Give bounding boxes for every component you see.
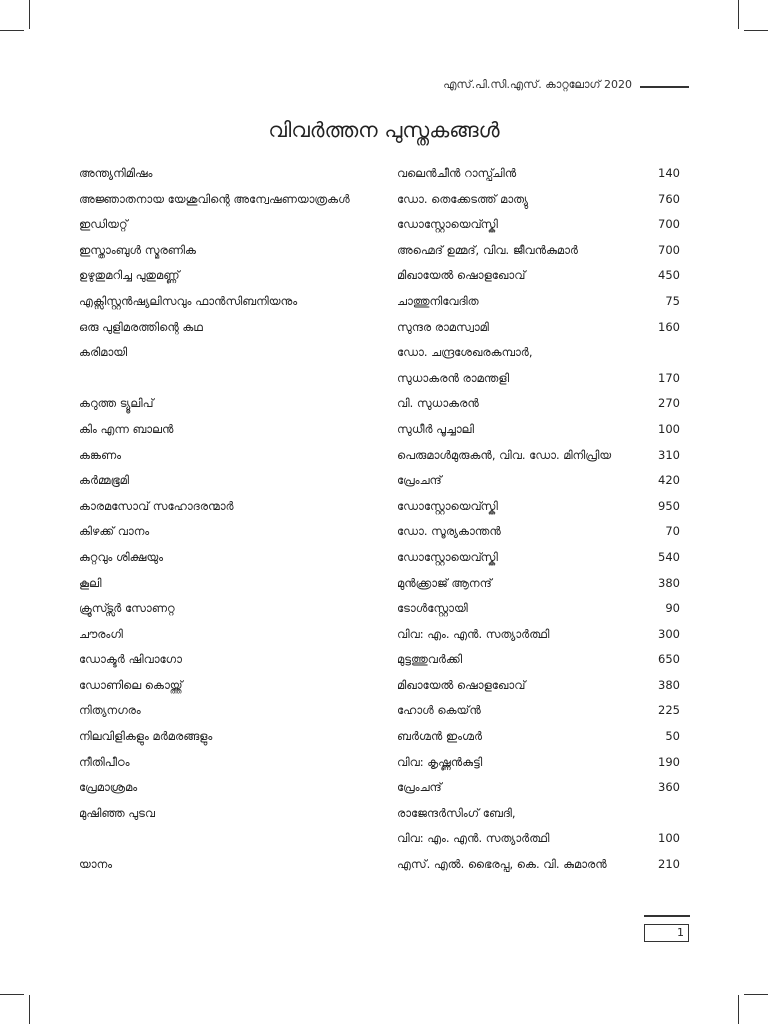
book-author: ഡോസ്റ്റോയെവ്സ്കി — [397, 217, 498, 232]
book-price: 700 — [658, 217, 680, 232]
book-price: 380 — [658, 677, 680, 692]
book-row — [0, 314, 768, 340]
footer-rule — [644, 915, 690, 917]
book-author: ഡോ. സൂര്യകാന്തൻ — [397, 524, 501, 539]
book-row — [0, 518, 768, 544]
book-price: 360 — [658, 780, 680, 795]
book-row — [0, 749, 768, 775]
book-price: 270 — [658, 396, 680, 411]
crop-mark-bottom-right-h — [744, 994, 768, 995]
book-price: 650 — [658, 652, 680, 667]
book-row — [0, 365, 768, 391]
crop-mark-bottom-left-v — [29, 995, 30, 1024]
book-author: മുട്ടത്തുവർക്കി — [397, 652, 463, 667]
book-author: സുധീർ പൂച്ചാലി — [397, 421, 474, 436]
book-title: കർമ്മഭൂമി — [79, 473, 129, 488]
book-row — [0, 493, 768, 519]
book-row — [0, 825, 768, 851]
book-author: പ്രേംചന്ദ് — [397, 473, 442, 488]
book-row — [0, 339, 768, 365]
book-author: പ്രേംചന്ദ് — [397, 780, 442, 795]
book-row — [0, 544, 768, 570]
book-title: കിം എന്ന ബാലൻ — [79, 421, 174, 436]
book-title: മുഷിഞ്ഞ പുടവ — [79, 805, 155, 820]
book-price: 140 — [658, 166, 680, 180]
book-price: 75 — [665, 293, 680, 308]
book-author: വി. സുധാകരൻ — [397, 396, 479, 411]
book-row — [0, 570, 768, 596]
book-author: ഡോ. തെക്കേടത്ത് മാത്യു — [397, 191, 528, 206]
book-author: വിവ: എം. എൻ. സത്യാർത്ഥി — [397, 831, 550, 846]
book-author: മിഖായേൽ ഷൊളഖോവ് — [397, 268, 526, 283]
book-author: മുൻക്ക്രാജ് ആനന്ദ് — [397, 575, 492, 590]
book-title: അജ്ഞാതനായ യേശുവിന്റെ അന്വേഷണയാത്രകൾ — [79, 191, 350, 206]
book-row — [0, 774, 768, 800]
book-row — [0, 211, 768, 237]
book-author: രാജേന്ദർസിംഗ് ബേദി, — [397, 805, 516, 820]
book-title: കങ്കണം — [79, 447, 122, 462]
book-title: നിലവിളികളും മർമരങ്ങളും — [79, 729, 213, 744]
header-rule — [640, 86, 689, 88]
book-title: കരിമായി — [79, 345, 128, 360]
page-number: 1 — [644, 924, 689, 942]
book-row — [0, 697, 768, 723]
book-price: 450 — [658, 268, 680, 283]
book-row — [0, 390, 768, 416]
book-price: 700 — [658, 242, 680, 257]
book-title: പ്രേമാശ്രമം — [79, 780, 138, 795]
book-author: ചാത്തുനിവേദിത — [397, 293, 479, 308]
book-price: 950 — [658, 498, 680, 513]
book-title: ഡോക്ടർ ഷിവാഗോ — [79, 652, 182, 667]
book-price: 210 — [658, 857, 680, 872]
book-price: 100 — [658, 831, 680, 846]
crop-mark-top-left-v — [29, 0, 30, 29]
book-price: 170 — [658, 370, 680, 385]
book-price: 380 — [658, 575, 680, 590]
crop-mark-top-left-h — [0, 30, 24, 31]
crop-mark-top-right-v — [738, 0, 739, 29]
book-price: 190 — [658, 754, 680, 769]
book-row — [0, 800, 768, 826]
book-author: വലെൻചീൻ റാസ്പ്ചിൻ — [397, 166, 517, 180]
book-row — [0, 723, 768, 749]
book-title: ഡോണിലെ കൊയ്ത്ത് — [79, 677, 183, 692]
book-author: വിവ: കൃഷ്ണൻകുട്ടി — [397, 754, 483, 769]
book-author: സുധാകരൻ രാമന്തളി — [397, 370, 510, 385]
book-author: അഹ്മെദ് ഉമ്മദ്, വിവ. ജീവൻകുമാർ — [397, 242, 578, 257]
book-price: 90 — [665, 601, 680, 616]
book-price: 760 — [658, 191, 680, 206]
book-title: ഒരു പുളിമരത്തിന്റെ കഥ — [79, 319, 203, 334]
book-title: ക്രൂസ്ട്സർ സോണറ്റ — [79, 601, 175, 616]
book-price: 160 — [658, 319, 680, 334]
book-author: ഡോസ്റ്റോയെവ്സ്കി — [397, 549, 498, 564]
book-author: ബർഗ്മൻ ഇംഗ്മർ — [397, 729, 482, 744]
book-price: 420 — [658, 473, 680, 488]
book-title: കറുത്ത ട്യൂലിപ് — [79, 396, 154, 411]
book-author: ടോൾസ്റ്റോയി — [397, 601, 468, 616]
book-author: സുന്ദര രാമസ്വാമി — [397, 319, 489, 334]
book-title: കുറ്റവും ശിക്ഷയും — [79, 549, 164, 564]
book-price: 310 — [658, 447, 680, 462]
book-price: 50 — [665, 729, 680, 744]
book-author: പെരുമാൾമുരുകൻ, വിവ. ഡോ. മിനിപ്രിയ — [397, 447, 612, 462]
crop-mark-bottom-right-v — [738, 995, 739, 1024]
book-price: 540 — [658, 549, 680, 564]
book-title: ചൗരംഗി — [79, 626, 123, 641]
book-row — [0, 672, 768, 698]
book-row — [0, 262, 768, 288]
book-row — [0, 237, 768, 263]
book-author: ഹോൾ കെയ്ൻ — [397, 703, 481, 718]
page-title: വിവർത്തന പുസ്തകങ്ങൾ — [268, 118, 500, 142]
book-title: എക്സിസ്റ്റൻഷ്യലിസവും ഫാൻസിബനിയനും — [79, 293, 298, 308]
book-row — [0, 621, 768, 647]
book-row — [0, 646, 768, 672]
book-author: ഡോ. ചന്ദ്രശേഖരകമ്പാർ, — [397, 345, 533, 360]
book-price: 225 — [658, 703, 680, 718]
book-price: 300 — [658, 626, 680, 641]
book-price: 100 — [658, 421, 680, 436]
book-row — [0, 186, 768, 212]
book-title: കൂലി — [79, 575, 102, 590]
book-title: ഇസ്താംബുൾ സ്മരണിക — [79, 242, 196, 257]
book-title: കിഴക്ക് വാനം — [79, 524, 150, 539]
book-title: കാരമസോവ് സഹോദരന്മാർ — [79, 498, 234, 513]
book-title: അന്ത്യനിമിഷം — [79, 166, 153, 180]
book-author: മിഖായേൽ ഷൊളഖോവ് — [397, 677, 526, 692]
running-header: എസ്.പി.സി.എസ്. കാറ്റലോഗ് 2020 — [443, 78, 632, 91]
book-author: എസ്. എൽ. ഭൈരപ്പ, കെ. വി. കുമാരൻ — [397, 857, 607, 872]
book-row — [0, 851, 768, 877]
book-title: യാനം — [79, 857, 113, 872]
book-row — [0, 416, 768, 442]
book-list — [0, 160, 768, 877]
book-row — [0, 160, 768, 186]
book-author: ഡോസ്റ്റോയെവ്സ്കി — [397, 498, 498, 513]
book-price: 70 — [665, 524, 680, 539]
book-row — [0, 595, 768, 621]
book-row — [0, 288, 768, 314]
book-title: ഇഡിയറ്റ് — [79, 217, 128, 232]
crop-mark-bottom-left-h — [0, 994, 24, 995]
book-row — [0, 467, 768, 493]
book-title: നിത്യനഗരം — [79, 703, 141, 718]
book-title: ഉഴുതുമറിച്ച പുതുമണ്ണ് — [79, 268, 180, 283]
book-title: നീതിപീഠം — [79, 754, 130, 769]
book-author: വിവ: എം. എൻ. സത്യാർത്ഥി — [397, 626, 550, 641]
book-row — [0, 442, 768, 468]
crop-mark-top-right-h — [744, 30, 768, 31]
